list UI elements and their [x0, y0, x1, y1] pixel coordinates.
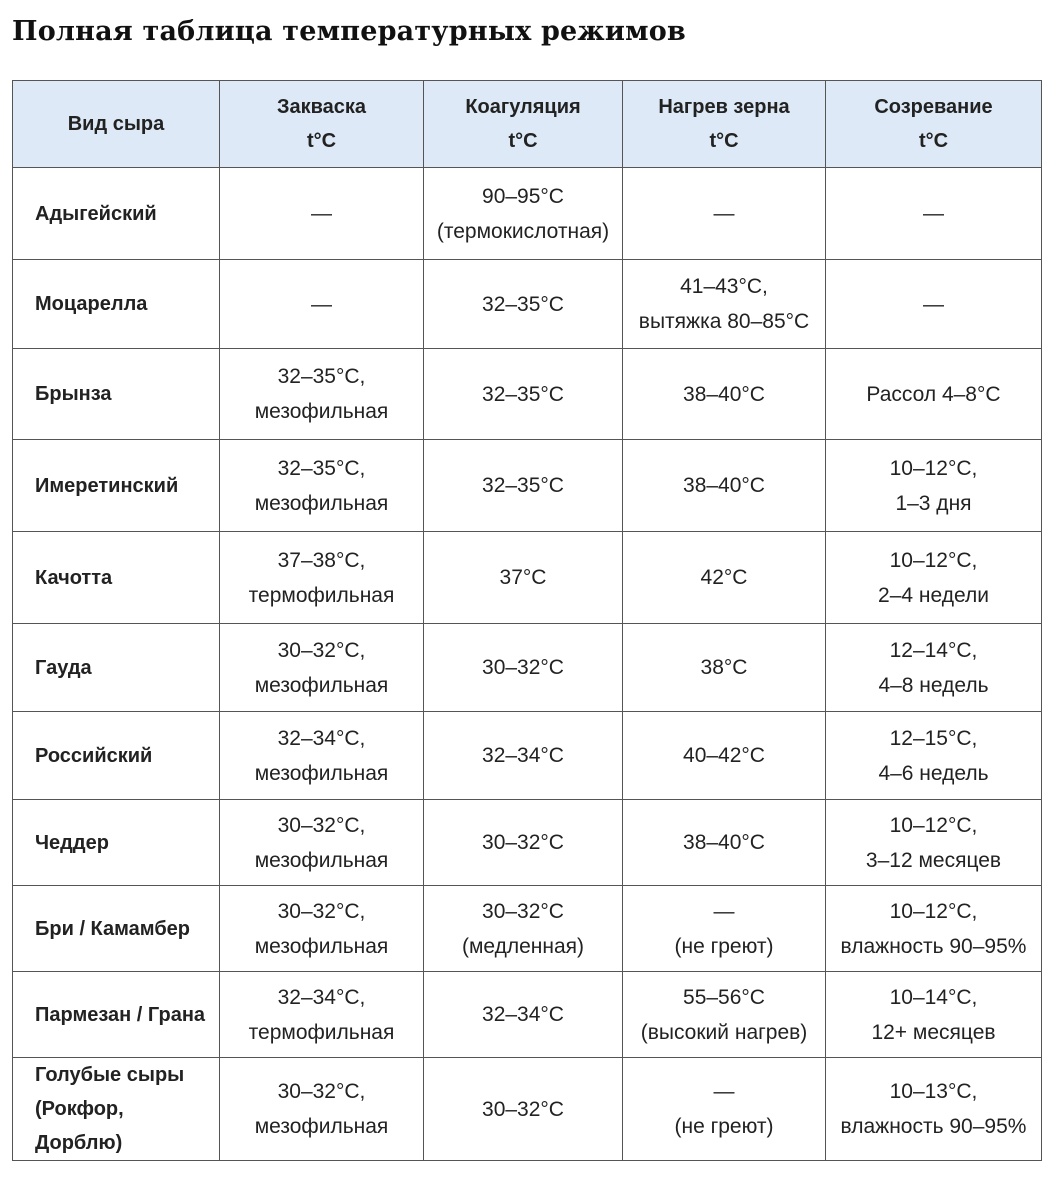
header-label: Нагрев зерна	[658, 96, 790, 118]
table-row	[13, 260, 1042, 349]
cell-cheese-type	[13, 886, 220, 972]
cell-ripening	[826, 972, 1042, 1058]
cell-text: (высокий нагрев)	[640, 1020, 808, 1044]
cell-text: —	[713, 1080, 735, 1103]
cell-text: 10–12°C,	[889, 456, 978, 480]
cell-text: 10–12°C,	[889, 548, 978, 572]
cell-text: 10–12°C,	[889, 899, 978, 923]
cell-starter	[220, 440, 424, 532]
table-row	[13, 349, 1042, 440]
cell-text: 1–3 дня	[895, 491, 972, 515]
cell-text: мезофильная	[254, 400, 389, 423]
cell-text: 30–32°C,	[277, 638, 366, 662]
header-grain-heating	[623, 81, 826, 168]
cell-text: 41–43°C,	[680, 275, 768, 298]
cell-text: 32–34°C,	[277, 985, 366, 1009]
cell-ripening	[826, 1058, 1042, 1161]
cell-grain-heating	[623, 624, 826, 712]
cell-grain-heating	[623, 260, 826, 349]
cell-text: 32–34°C	[482, 1003, 564, 1026]
cell-text: 30–32°C,	[277, 1080, 366, 1103]
cell-text: 32–35°C,	[277, 365, 366, 388]
cell-text: 10–12°C,	[889, 813, 978, 837]
cell-text: Пармезан / Грана	[35, 1003, 206, 1026]
cell-ripening	[826, 532, 1042, 624]
cell-text: мезофильная	[254, 1115, 389, 1138]
cell-coagulation	[424, 886, 623, 972]
temperature-table	[12, 80, 1042, 1161]
cell-text: 12–15°C,	[889, 726, 978, 750]
cell-text: —	[311, 202, 332, 225]
cell-text: термофильная	[248, 583, 395, 607]
cell-grain-heating	[623, 532, 826, 624]
cell-text: Гауда	[35, 656, 92, 679]
table-body	[13, 168, 1042, 1161]
cell-text: 30–32°C	[482, 831, 564, 854]
cell-text: Голубые сыры	[35, 1064, 185, 1086]
cell-text: мезофильная	[254, 848, 389, 872]
header-unit: t°C	[709, 130, 739, 152]
cell-grain-heating	[623, 800, 826, 886]
cell-ripening	[826, 624, 1042, 712]
cell-starter	[220, 712, 424, 800]
cell-grain-heating	[623, 168, 826, 260]
table-row	[13, 624, 1042, 712]
cell-coagulation	[424, 972, 623, 1058]
cell-text: 10–13°C,	[889, 1080, 978, 1103]
cell-starter	[220, 972, 424, 1058]
cell-text: мезофильная	[254, 491, 389, 515]
cell-starter	[220, 800, 424, 886]
cell-coagulation	[424, 800, 623, 886]
cell-cheese-type	[13, 260, 220, 349]
cell-text: Моцарелла	[35, 293, 148, 315]
cell-text: —	[311, 292, 332, 316]
cell-text: Бри / Камамбер	[35, 917, 191, 940]
cell-grain-heating	[623, 349, 826, 440]
cell-starter	[220, 168, 424, 260]
header-label: Созревание	[874, 96, 993, 118]
cell-cheese-type	[13, 168, 220, 260]
header-label: Закваска	[276, 96, 367, 118]
cell-grain-heating	[623, 440, 826, 532]
cell-ripening	[826, 800, 1042, 886]
cell-text: мезофильная	[254, 934, 389, 958]
cell-text: 55–56°C	[683, 985, 765, 1009]
table-row	[13, 440, 1042, 532]
cell-ripening	[826, 168, 1042, 260]
table-header-row	[13, 81, 1042, 168]
cell-text: 32–34°C	[482, 744, 564, 767]
cell-ripening	[826, 440, 1042, 532]
header-unit: t°C	[306, 130, 337, 152]
cell-grain-heating	[623, 712, 826, 800]
cell-text: 37°C	[499, 566, 547, 589]
table-row	[13, 712, 1042, 800]
cell-text: —	[923, 292, 944, 316]
cell-coagulation	[424, 624, 623, 712]
cell-starter	[220, 349, 424, 440]
header-ripening	[826, 81, 1042, 168]
cell-text: 90–95°C	[482, 184, 564, 208]
header-unit: t°C	[918, 130, 949, 152]
cell-text: 12+ месяцев	[871, 1020, 996, 1044]
table-row	[13, 168, 1042, 260]
cell-ripening	[826, 886, 1042, 972]
page-title: Полная таблица температурных режимов	[12, 16, 686, 47]
cell-text: 30–32°C	[482, 1097, 564, 1121]
table-row	[13, 532, 1042, 624]
cell-text: 10–14°C,	[889, 985, 978, 1009]
cell-coagulation	[424, 532, 623, 624]
header-label: Вид сыра	[67, 113, 165, 135]
cell-text: 32–35°C	[482, 382, 564, 406]
cell-text: (не греют)	[674, 1115, 774, 1138]
header-coagulation	[424, 81, 623, 168]
cell-cheese-type	[13, 532, 220, 624]
cell-text: термофильная	[248, 1020, 395, 1044]
table-row	[13, 972, 1042, 1058]
cell-coagulation	[424, 440, 623, 532]
cell-text: Брынза	[35, 383, 112, 405]
cell-text: 32–35°C	[482, 474, 564, 497]
header-unit: t°C	[508, 130, 538, 152]
cell-text: 38–40°C	[683, 831, 765, 854]
cell-ripening	[826, 260, 1042, 349]
cell-text: 32–34°C,	[277, 726, 366, 750]
cell-text: 38°C	[700, 656, 748, 679]
header-cheese-type	[13, 81, 220, 168]
cell-coagulation	[424, 260, 623, 349]
cell-starter	[220, 624, 424, 712]
cell-cheese-type	[13, 624, 220, 712]
cell-cheese-type	[13, 800, 220, 886]
cell-text: Рассол 4–8°C	[866, 382, 1001, 406]
header-label: Коагуляция	[465, 96, 581, 118]
cell-text: 30–32°C	[482, 899, 564, 923]
cell-text: 32–35°C	[482, 292, 564, 316]
cell-coagulation	[424, 349, 623, 440]
cell-text: 30–32°C,	[277, 899, 366, 923]
cell-ripening	[826, 712, 1042, 800]
table-row	[13, 800, 1042, 886]
cell-starter	[220, 532, 424, 624]
cell-text: 12–14°C,	[889, 638, 978, 662]
cell-text: (Рокфор, Дорблю)	[35, 1098, 124, 1154]
header-starter	[220, 81, 424, 168]
cell-text: Имеретинский	[35, 474, 179, 497]
cell-cheese-type	[13, 972, 220, 1058]
cell-grain-heating	[623, 1058, 826, 1161]
cell-text: вытяжка 80–85°C	[638, 310, 810, 333]
cell-text: 30–32°C	[482, 656, 564, 679]
table-row	[13, 886, 1042, 972]
cell-text: 38–40°C	[683, 382, 765, 406]
cell-starter	[220, 886, 424, 972]
cell-text: Чеддер	[35, 831, 109, 854]
cell-text: 37–38°C,	[277, 548, 366, 572]
table-row	[13, 1058, 1042, 1161]
cell-text: мезофильная	[254, 673, 389, 697]
cell-text: 32–35°C,	[277, 456, 366, 480]
cell-starter	[220, 260, 424, 349]
cell-ripening	[826, 349, 1042, 440]
cell-text: 40–42°C	[683, 744, 765, 767]
cell-coagulation	[424, 712, 623, 800]
cell-text: Российский	[35, 744, 153, 767]
cell-grain-heating	[623, 972, 826, 1058]
cell-text: 4–6 недель	[878, 761, 989, 785]
cell-text: влажность 90–95%	[840, 1115, 1027, 1138]
cell-text: мезофильная	[254, 761, 389, 785]
cell-text: 4–8 недель	[878, 673, 989, 697]
cell-text: (не греют)	[674, 934, 774, 958]
cell-text: Адыгейский	[35, 202, 157, 225]
cell-text: —	[713, 899, 735, 923]
cell-grain-heating	[623, 886, 826, 972]
cell-text: 38–40°C	[683, 474, 765, 497]
cell-text: (термокислотная)	[436, 219, 610, 243]
cell-text: —	[923, 202, 944, 225]
cell-cheese-type	[13, 712, 220, 800]
cell-cheese-type	[13, 1058, 220, 1161]
cell-starter	[220, 1058, 424, 1161]
cell-text: влажность 90–95%	[840, 934, 1027, 958]
cell-text: (медленная)	[461, 934, 585, 958]
cell-cheese-type	[13, 440, 220, 532]
cell-text: 3–12 месяцев	[865, 848, 1002, 872]
cell-cheese-type	[13, 349, 220, 440]
cell-text: 30–32°C,	[277, 813, 366, 837]
cell-coagulation	[424, 168, 623, 260]
cell-text: Качотта	[35, 566, 113, 589]
cell-text: 42°C	[700, 566, 748, 589]
cell-text: 2–4 недели	[878, 583, 989, 607]
cell-text: —	[713, 202, 735, 225]
cell-coagulation	[424, 1058, 623, 1161]
